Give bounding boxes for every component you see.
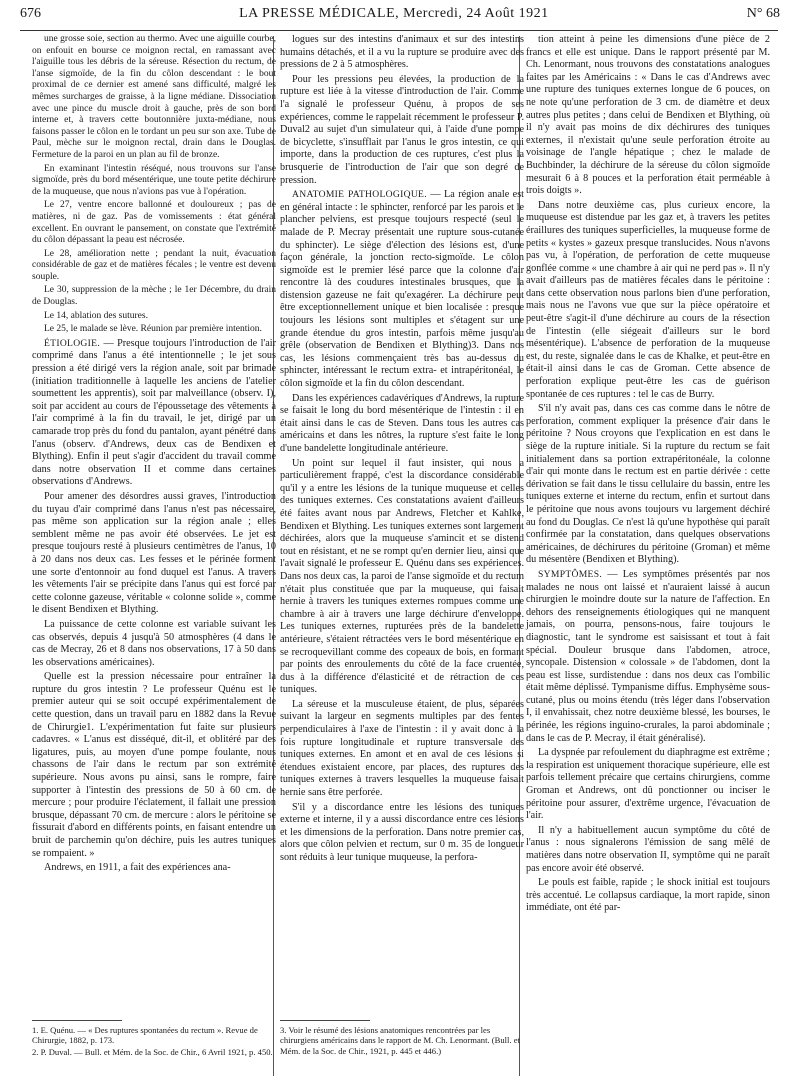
paragraph: Un point sur lequel il faut insister, qui nous a particulièrement frappé, c'est la discordance considérable qu'il y a entre les lésions de la tunique muqueuse et celles des tuniques externes. Ces constatations avaient d'ailleurs été faites avant nous par Andrews, Fletcher et Kahlke, Bendixen et Blything. Les tuniques externes sont largement déchirées, alors que la muqueuse s'amincit et se distend tout en résistant, et ne se rompt qu'en dernier lieu, ainsi que l'avait signalé le professeur E. Quénu dans ses expériences. Dans nos deux cas, la paroi de l'anse sigmoïde et du rectum n'était plus constituée que par la muqueuse, qui faisait hernie à travers les tuniques externes rompues comme une chambre à air à travers une large déchirure d'enveloppe. Les tuniques externes, rupturées près de la bandelette antérieure, s'étaient rétractées vers le bord mésentérique en se recroquevillant comme des copeaux de bois, en formant par points des enroulements du côté de la face cruentée, dus à la différence d'élasticité et de rétraction de ces tuniques. xyxy=(280,457,524,696)
footnote-rule xyxy=(32,1020,122,1021)
footnotes-col1 xyxy=(32,1020,276,1058)
header-rule xyxy=(20,30,778,31)
issue-number: N° 68 xyxy=(746,6,780,21)
column-3 xyxy=(526,34,770,917)
page-header xyxy=(20,6,780,28)
paragraph: Quelle est la pression nécessaire pour entraîner la rupture du gros intestin ? Le professeur Quénu est le premier auteur qui se soit occupé expérimentalement de cette question, dans un travail paru en 1882 dans la Revue de Chirurgie1. L'expérimentation fut faite sur plusieurs cadavres. « L'anus est disséqué, dit-il, et oblitéré par des ligatures, puis, au moyen d'une pompe foulante, nous chassons de l'air dans le rectum par son extrémité supérieure. Nous avons pu ainsi, sans le rompre, faire supporter à l'intestin des pressions de 50 à 60 cm. de mercure ; pour produire l'éclatement, il fallait une pression brusque, dépassant 70 cm. de mercure : alors le péritoine se fissurait d'abord en différents points, en faisant entendre un bruit de parchemin qu'on déchire, puis les autres tuniques se rompaient. » xyxy=(32,671,276,859)
section-heading: SYMPTÔMES. xyxy=(538,568,603,580)
paragraph: La séreuse et la musculeuse étaient, de plus, séparées suivant la largeur en segments multiples par des fentes perpendiculaires à l'axe de l'intestin : il y avait donc à la fois rupture longitudinale et rupture transversale des tuniques externes. En amont et en aval de ces lésions si étendues existaient encore, par places, des ruptures des tuniques externes à travers lesquelles la muqueuse faisait hernie sans être perforée. xyxy=(280,698,524,799)
paragraph: S'il y a discordance entre les lésions des tuniques externe et interne, il y a aussi discordance entre ces lésions et les dimensions de la perforation. Dans notre premier cas, alors que côlon pelvien et rectum, sur 0 m. 35 de longueur sont réduits à leur tunique muqueuse, la perfora- xyxy=(280,801,524,863)
journal-title: LA PRESSE MÉDICALE, Mercredi, 24 Août 1921 xyxy=(239,6,549,21)
paragraph: Le 14, ablation des sutures. xyxy=(44,310,148,321)
section-heading: ÉTIOLOGIE. xyxy=(44,337,101,349)
footnotes-col2 xyxy=(280,1020,524,1057)
paragraph: S'il n'y avait pas, dans ces cas comme dans le nôtre de perforation, comment expliquer la présence d'air dans le péritoine ? Nous croyons que l'explication en est dans le siège de la rupture initiale. Si la rupture du rectum se fait initialement dans sa portion extrapéritonéale, la colonne d'air qui monte dans le rectum est en partie dérivée : cette dérivation se fait dans le tissu cellulaire du bassin, entre les tuniques externe et interne du rectum, enfin et surtout dans le péritoine que nous avons toujours vu largement déchiré au fond du Douglas. Ce n'est là qu'une hypothèse qui paraît confirmée par la constatation, dans quelques observations américaines, de déchirures du péritoine (Groman) et même du mésentère (Bendixen et Blything). xyxy=(526,403,770,566)
paragraph: tion atteint à peine les dimensions d'une pièce de 2 francs et elle est unique. Dans le rapport présenté par M. Ch. Lenormant, nous trouvons des constatations analogues faites par les Américains : « Dans le cas d'Andrews avec une rupture des tuniques externes longue de 6 pouces, on ne note qu'une perforation de 3 cm. de diamètre et deux autres plus petites ; dans celui de Bendixen et Blything, où il n'y avait pas moins de dix déchirures des tuniques externes, il n'existait qu'une seule perforation étroite au voisinage de l'angle hépatique ; chez le malade de Buchbinder, la déchirure de la séreuse du côlon sigmoïde mesurait 6 à 8 pouces et la perforation était perméable à trois doigts ». xyxy=(526,34,770,197)
column-2 xyxy=(280,34,524,867)
footnote-rule xyxy=(280,1020,370,1021)
paragraph: Il n'y a habituellement aucun symptôme du côté de l'anus : nous signalerons l'émission de sang mêlé de matières dans notre observation II, symptôme qui ne paraît pas encore avoir été observé. xyxy=(526,824,770,874)
paragraph: logues sur des intestins d'animaux et sur des intestins humains détachés, et il a vu la rupture se produire avec des pressions de 2 à 5 atmosphères. xyxy=(280,34,524,71)
paragraph-text: — Les symptômes présentés par nos malades ne nous ont laissé et n'auraient laissé à aucun chirurgien le moindre doute sur la nature de l'affection. En dehors des renseignements étiologiques qui ne manquent jamais, on pourra, pensons-nous, faire toujours le diagnostic, tant le syndrome est saisissant et tout à fait spécial. Douleur brusque dans l'abdomen, atroce, syncopale. Distension « colossale » de l'abdomen, dont la peau est lisse, surdistendue : dans nos deux cas l'ombilic était même déplissé. Tympanisme diffus. Emphysème sous-cutané, plus ou moins étendu (très léger dans l'observation I, il envahissait, chez notre deuxième blessé, les bourses, le périnée, les régions inguino-crurales, la paroi abdominale ; dans le cas de P. Mecray, il était généralisé). xyxy=(526,568,770,744)
section-heading: ANATOMIE PATHOLOGIQUE. xyxy=(292,189,427,201)
paragraph: Le pouls est faible, rapide ; le shock initial est toujours très accentué. Le collapsus cardiaque, la mort rapide, sinon immédiate, ont été par- xyxy=(526,877,770,914)
footnote: 1. E. Quénu. — « Des ruptures spontanées du rectum ». Revue de Chirurgie, 1882, p. 173. xyxy=(32,1025,258,1046)
page-number: 676 xyxy=(20,6,41,21)
paragraph: une grosse soie, section au thermo. Avec une aiguille courbe, on enfouit en bourse ce moignon rectal, en ramassant avec l'aiguille tous les débris de la séreuse. Résection du rectum, de l'anse sigmoïde, de la fin du côlon descendant : le bout proximal de ce dernier est amené sans difficulté, malgré les mêmes surcharges de graisse, à la ligne médiane. Dissociation avec une pince du muscle droit à gauche, près de son bord interne et, à travers cette boutonnière juxta-médiane, nous faisons passer le côlon en le tordant un peu sur son axe. Tube de Paul, mèche sur le moignon rectal, drain dans le Douglas. Fermeture de la paroi en un plan au fil de bronze. xyxy=(32,34,276,160)
paragraph: Andrews, en 1911, a fait des expériences ana- xyxy=(44,862,231,874)
paragraph-etiologie xyxy=(32,338,276,489)
paragraph: Le 25, le malade se lève. Réunion par première intention. xyxy=(44,324,262,335)
paragraph-symptomes xyxy=(526,569,770,745)
paragraph: La dyspnée par refoulement du diaphragme est extrême ; la respiration est uniquement thoracique supérieure, elle est parfois tellement précaire que certains chirurgiens, comme Groman et Andrews, ont dû ponctionner ou inciser le péritoine pour assurer, d'extrême urgence, l'évacuation de l'air. xyxy=(526,747,770,822)
paragraph-text: — La région anale est en général intacte : le sphincter, renforcé par les parois et le plancher pelviens, est presque toujours respecté (seul le malade de P. Mecray présentait une rupture sous-cutanée du sphincter). Le siège d'élection des lésions est, d'une façon générale, la jonction recto-sigmoïde. Le côlon sigmoïde est le premier lésé parce que la colonne d'air rencontre là des coudures intestinales brusques, que la distension gazeuse ne fait qu'exagérer. La déchirure peut être exceptionnellement unique et bien localisée : presque toujours les lésions sont multiples et s'étagent sur une grande étendue du gros intestin, parfois même jusqu'au grêle (observation de Bendixen et Blything)3. Dans nos cas, les lésions commençaient très bas au-dessus du sphincter, intéressant le rectum extra- et intrapéritonéal, le côlon sigmoïde et la fin du côlon descendant. xyxy=(280,189,525,390)
paragraph: Le 27, ventre encore ballonné et douloureux ; pas de matières, ni de gaz. Pas de vomissements : état général excellent. En ouvrant le pansement, on constate que l'extrémité du côlon dépassant la peau est nécrosée. xyxy=(32,200,276,246)
paragraph: Le 30, suppression de la mèche ; le 1er Décembre, du drain de Douglas. xyxy=(32,285,276,308)
paragraph: Pour amener des désordres aussi graves, l'introduction du tuyau d'air comprimé dans l'anus n'est pas nécessaire, pas même son application sur la région anale ; elles semblent même ne pas avoir été observées. Le jet est presque toujours resté à plusieurs centimètres de l'anus, 10 à 20 dans nos deux cas. Les fesses et le périnée forment une sorte d'entonnoir au fond duquel est l'anus. A travers les vêtements l'air se précipite dans l'anus qui est forcé par cette colonne gazeuse, véritable « colonne solide », comme le disent Bendixen et Blything. xyxy=(32,490,276,616)
paragraph-anatomie xyxy=(280,189,524,391)
footnote: 3. Voir le résumé des lésions anatomiques rencontrées par les chirurgiens américains dans le rapport de M. Ch. Lenormant. (Bull. et Mém. de la Soc. de Chir., 1921, p. 445 et 446.) xyxy=(280,1025,520,1056)
paragraph: Dans les expériences cadavériques d'Andrews, la rupture se faisait le long du bord mésentérique de l'intestin : il en était ainsi dans le cas de Steven. Dans tous les autres cas américains et dans les nôtres, la rupture s'est faite le long d'une bandelette longitudinale antérieure. xyxy=(280,392,524,454)
footnote: 2. P. Duval. — Bull. et Mém. de la Soc. de Chir., 6 Avril 1921, p. 450. xyxy=(32,1046,273,1057)
column-1 xyxy=(32,34,276,877)
paragraph: En examinant l'intestin réséqué, nous trouvons sur l'anse sigmoïde, près du bord mésentérique, une toute petite déchirure de la muqueuse, que nous n'avions pas vue à l'opération. xyxy=(32,163,276,197)
paragraph: Le 28, amélioration nette ; pendant la nuit, évacuation considérable de gaz et de matières fécales ; le ventre est devenu souple. xyxy=(32,248,276,282)
paragraph: Dans notre deuxième cas, plus curieux encore, la muqueuse est distendue par les gaz et, à travers les petites éraillures des tuniques superficielles, la muqueuse forme de petits « kystes » gazeux presque translucides. Nous n'avons pas vu, à l'opération, de perforation de cette muqueuse gonflée comme « une chambre à air qui ne perd pas ». Il n'y avait d'ailleurs pas de matières fécales dans le péritoine : dans cette observation nous parlons bien d'une perforation, mais nous ne l'avons vue que sur la pièce opératoire et peut-être s'agit-il d'une déchirure au cours de la résection de l'intestin (elle siégeait d'ailleurs sur le bord mésentérique). L'absence de perforation de la muqueuse est, du reste, signalée dans le cas de Khalke, et peut-être en était-il ainsi dans le cas de Groman. Cette absence de perforation explique peut-être les cas de guérison spontanée de ces ruptures : tel le cas de Burry. xyxy=(526,199,770,400)
paragraph: Pour les pressions peu élevées, la production de la rupture est liée à la vitesse d'introduction de l'air. Comme l'a signalé le professeur Quénu, à propos de ses expériences, comme le rappelait récemment le professeur P. Duval2 au sujet d'un simulateur qui, à l'aide d'une pompe de bicyclette, s'insufflait par l'anus le gros intestin, ce qui importe, dans la production de ces ruptures, c'est plus la brusquerie de l'introduction de l'air que son degré de pression. xyxy=(280,73,524,186)
paragraph-text: — Presque toujours l'introduction de l'air comprimé dans l'anus a été intentionnelle ; le jet sous pression a été dirigé vers la région anale, soit par brimade (initiation traditionnelle à laquelle les anciens de l'atelier soumettent les apprentis), soit par malveillance (observ. I), soit par accident au cours de l'époussetage des vêtements à l'air comprimé à la fin du travail, le jet, dirigé par un camarade trop près du fond du pantalon, ayant pénétré dans l'anus (observ. d'Andrews, deux cas de Bendixen et Blything). Enfin il peut s'agir d'accident du travail comme dans notre observation II et comme dans certaines observations d'Andrews. xyxy=(32,337,277,488)
paragraph: La puissance de cette colonne est variable suivant les cas observés, depuis 4 jusqu'à 50 atmosphères (4 dans le cas de Mecray, 26 et 8 dans nos observations, 17 à 50 dans les observations américaines). xyxy=(32,618,276,668)
